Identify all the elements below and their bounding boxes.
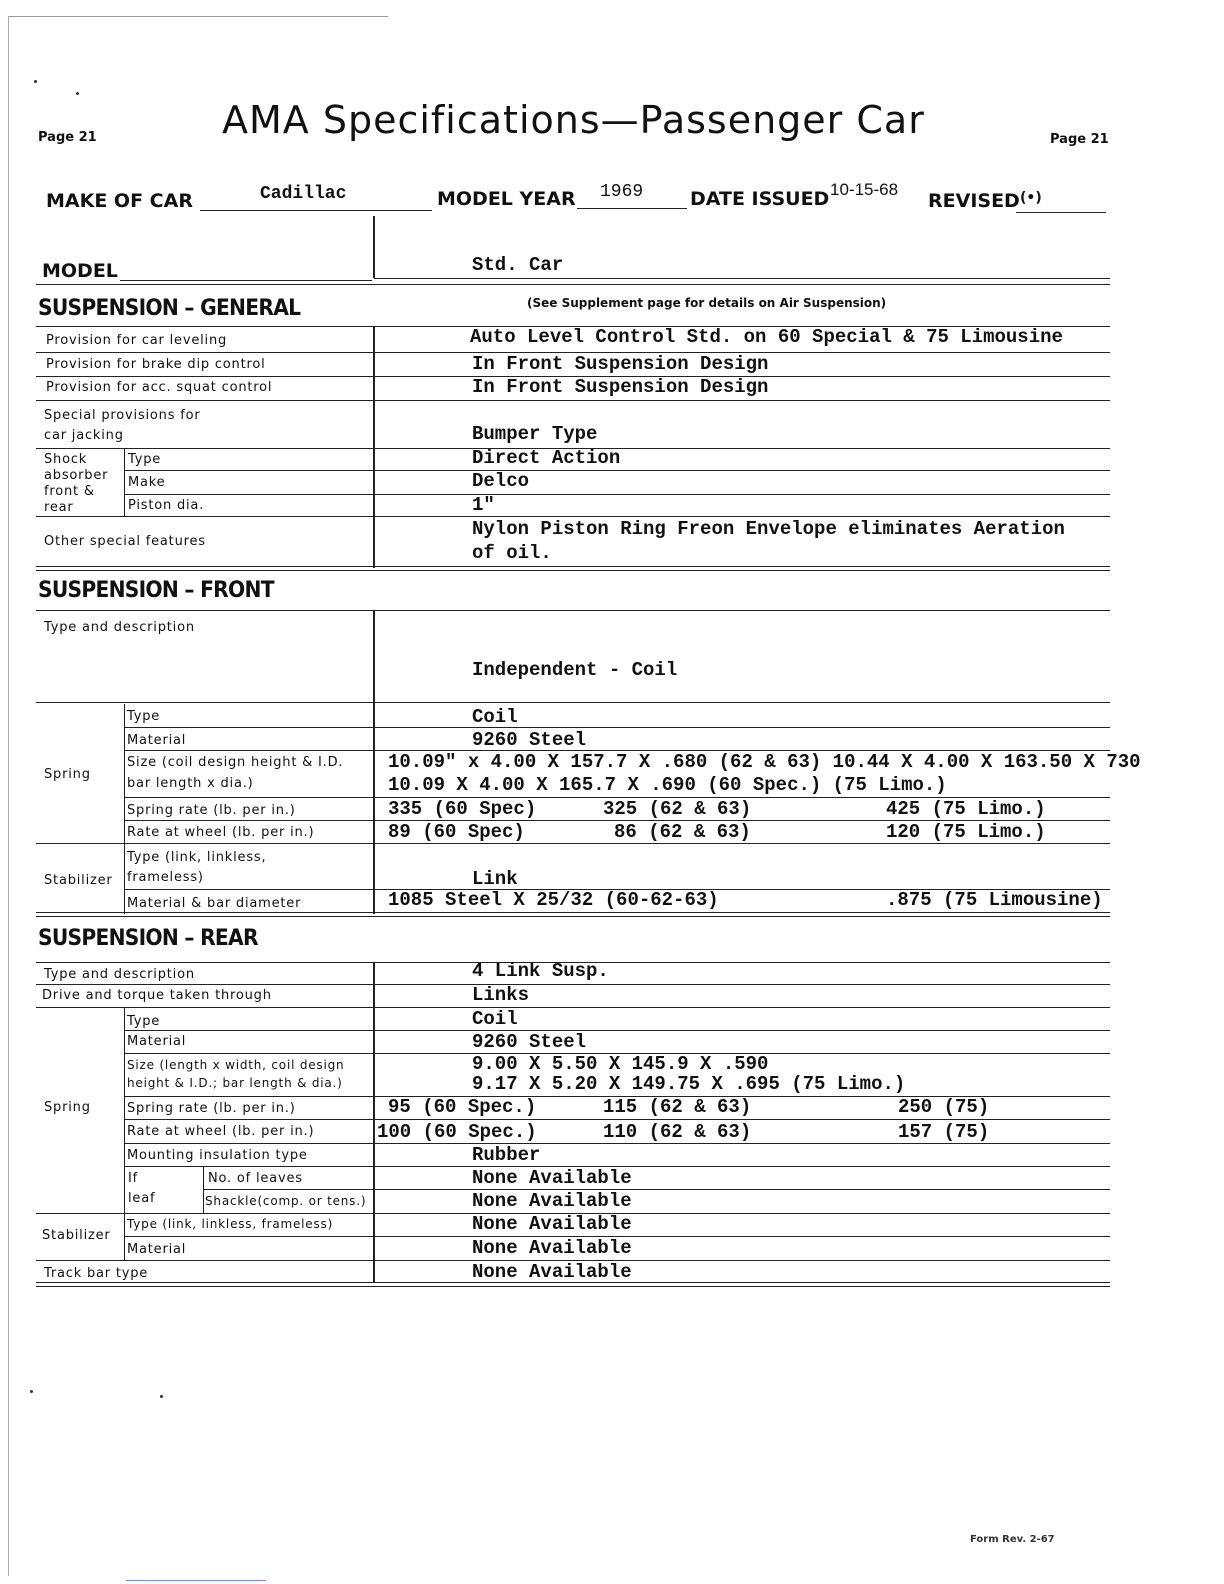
rear-stabilizer-group: Stabilizer bbox=[42, 1228, 111, 1243]
section-heading-general: SUSPENSION – GENERAL bbox=[38, 296, 301, 321]
shock-group-line1: Shock bbox=[44, 452, 88, 467]
form-revision: Form Rev. 2-67 bbox=[970, 1534, 1055, 1545]
jacking-value: Bumper Type bbox=[472, 423, 598, 445]
model-year-label: MODEL YEAR bbox=[437, 188, 576, 210]
shock-type-label: Type bbox=[128, 452, 162, 467]
shock-make-value: Delco bbox=[472, 470, 530, 492]
front-spring-type-label: Type bbox=[127, 709, 161, 724]
rear-spring-size-label-line2: height & I.D.; bar length & dia.) bbox=[127, 1076, 343, 1090]
rear-wheel-rate-60: 100 (60 Spec.) bbox=[377, 1121, 537, 1143]
rear-stab-material-value: None Available bbox=[472, 1237, 632, 1259]
shock-group-line4: rear bbox=[44, 500, 74, 515]
rear-wheel-rate-label: Rate at wheel (lb. per in.) bbox=[127, 1124, 315, 1139]
rear-spring-group: Spring bbox=[44, 1100, 91, 1115]
rear-leaves-value: None Available bbox=[472, 1167, 632, 1189]
section-heading-front: SUSPENSION – FRONT bbox=[38, 578, 274, 603]
other-features-value-line1: Nylon Piston Ring Freon Envelope eliminates Aeration bbox=[472, 518, 1065, 540]
other-features-label: Other special features bbox=[44, 534, 206, 549]
front-stab-material-limousine: .875 (75 Limousine) bbox=[886, 889, 1103, 911]
front-stab-type-value: Link bbox=[472, 868, 518, 890]
squat-value: In Front Suspension Design bbox=[472, 376, 769, 398]
leaf-group-line2: leaf bbox=[128, 1191, 156, 1206]
front-wheel-rate-62-63: 86 (62 & 63) bbox=[614, 821, 751, 843]
rear-spring-material-label: Material bbox=[127, 1034, 187, 1049]
rear-spring-type-label: Type bbox=[127, 1014, 161, 1029]
shock-group-line2: absorber bbox=[44, 468, 109, 483]
front-spring-rate-60: 335 (60 Spec) bbox=[388, 798, 537, 820]
revised-label: REVISED bbox=[928, 190, 1020, 212]
model-label: MODEL bbox=[42, 260, 118, 282]
shock-type-value: Direct Action bbox=[472, 447, 621, 469]
rear-type-desc-value: 4 Link Susp. bbox=[472, 960, 609, 982]
rear-mounting-value: Rubber bbox=[472, 1144, 541, 1166]
shock-piston-label: Piston dia. bbox=[128, 498, 205, 513]
rear-leaves-label: No. of leaves bbox=[208, 1171, 303, 1186]
front-type-desc-label: Type and description bbox=[44, 620, 195, 635]
front-spring-size-label-line1: Size (coil design height & I.D. bbox=[127, 755, 344, 770]
front-stab-type-label-line2: frameless) bbox=[127, 870, 204, 885]
front-stabilizer-group: Stabilizer bbox=[44, 873, 113, 888]
rear-stab-material-label: Material bbox=[127, 1242, 187, 1257]
front-spring-rate-75: 425 (75 Limo.) bbox=[886, 798, 1046, 820]
rear-stab-type-label: Type (link, linkless, frameless) bbox=[127, 1217, 334, 1231]
front-wheel-rate-60: 89 (60 Spec) bbox=[388, 821, 525, 843]
rear-spring-material-value: 9260 Steel bbox=[472, 1031, 587, 1053]
squat-label: Provision for acc. squat control bbox=[46, 380, 273, 395]
other-features-value-line2: of oil. bbox=[472, 542, 552, 564]
rear-spring-rate-60: 95 (60 Spec.) bbox=[388, 1096, 537, 1118]
shock-piston-value: 1" bbox=[472, 494, 495, 516]
leaf-group-line1: If bbox=[128, 1171, 139, 1186]
model-year-value: 1969 bbox=[600, 182, 644, 202]
rear-shackle-label: Shackle(comp. or tens.) bbox=[205, 1194, 367, 1208]
page-number-left: Page 21 bbox=[38, 130, 97, 145]
front-spring-rate-62-63: 325 (62 & 63) bbox=[603, 798, 752, 820]
front-spring-size-value-line1: 10.09" x 4.00 X 157.7 X .680 (62 & 63) 10.44 X 4.00 X 163.50 X 730 bbox=[388, 751, 1141, 773]
rear-drive-value: Links bbox=[472, 984, 530, 1006]
jacking-label-line2: car jacking bbox=[44, 428, 124, 443]
front-spring-rate-label: Spring rate (lb. per in.) bbox=[127, 803, 296, 818]
rear-drive-label: Drive and torque taken through bbox=[42, 988, 272, 1003]
brake-dip-value: In Front Suspension Design bbox=[472, 353, 769, 375]
date-issued-label: DATE ISSUED bbox=[690, 188, 830, 210]
rear-stab-type-value: None Available bbox=[472, 1213, 632, 1235]
car-leveling-value: Auto Level Control Std. on 60 Special & 75 Limousine bbox=[470, 326, 1063, 348]
front-spring-type-value: Coil bbox=[472, 706, 518, 728]
track-bar-label: Track bar type bbox=[44, 1266, 149, 1281]
rear-wheel-rate-62-63: 110 (62 & 63) bbox=[603, 1121, 752, 1143]
front-spring-size-label-line2: bar length x dia.) bbox=[127, 776, 254, 791]
front-spring-group: Spring bbox=[44, 767, 91, 782]
rear-type-desc-label: Type and description bbox=[44, 967, 195, 982]
front-type-desc-value: Independent - Coil bbox=[472, 659, 678, 681]
rear-mounting-label: Mounting insulation type bbox=[127, 1148, 308, 1163]
front-stab-type-label-line1: Type (link, linkless, bbox=[127, 850, 267, 865]
jacking-label-line1: Special provisions for bbox=[44, 408, 201, 423]
shock-group-line3: front & bbox=[44, 484, 95, 499]
rear-spring-rate-label: Spring rate (lb. per in.) bbox=[127, 1101, 296, 1116]
front-spring-material-label: Material bbox=[127, 733, 187, 748]
rear-spring-size-label-line1: Size (length x width, coil design bbox=[127, 1058, 345, 1072]
front-wheel-rate-label: Rate at wheel (lb. per in.) bbox=[127, 825, 315, 840]
air-suspension-note: (See Supplement page for details on Air Suspension) bbox=[527, 296, 887, 310]
shock-make-label: Make bbox=[128, 475, 166, 490]
rear-spring-type-value: Coil bbox=[472, 1008, 518, 1030]
revised-value: (•) bbox=[1020, 190, 1042, 206]
track-bar-value: None Available bbox=[472, 1261, 632, 1283]
page-number-right: Page 21 bbox=[1050, 132, 1109, 147]
rear-wheel-rate-75: 157 (75) bbox=[898, 1121, 990, 1143]
rear-spring-size-value-line2: 9.17 X 5.20 X 149.75 X .695 (75 Limo.) bbox=[472, 1073, 906, 1095]
brake-dip-label: Provision for brake dip control bbox=[46, 357, 266, 372]
car-leveling-label: Provision for car leveling bbox=[46, 333, 228, 348]
front-stab-material-label: Material & bar diameter bbox=[127, 896, 302, 911]
make-value: Cadillac bbox=[260, 184, 347, 204]
rear-spring-size-value-line1: 9.00 X 5.50 X 145.9 X .590 bbox=[472, 1053, 769, 1075]
front-stab-material-value: 1085 Steel X 25/32 (60-62-63) bbox=[388, 889, 719, 911]
section-heading-rear: SUSPENSION – REAR bbox=[38, 926, 258, 951]
date-issued-value: 10-15-68 bbox=[830, 180, 899, 199]
model-value: Std. Car bbox=[472, 254, 564, 276]
rear-shackle-value: None Available bbox=[472, 1190, 632, 1212]
page-title: AMA Specifications—Passenger Car bbox=[222, 98, 925, 142]
front-wheel-rate-75: 120 (75 Limo.) bbox=[886, 821, 1046, 843]
make-label: MAKE OF CAR bbox=[46, 190, 193, 212]
rear-spring-rate-75: 250 (75) bbox=[898, 1096, 990, 1118]
front-spring-size-value-line2: 10.09 X 4.00 X 165.7 X .690 (60 Spec.) (75 Limo.) bbox=[388, 774, 947, 796]
front-spring-material-value: 9260 Steel bbox=[472, 729, 587, 751]
rear-spring-rate-62-63: 115 (62 & 63) bbox=[603, 1096, 752, 1118]
